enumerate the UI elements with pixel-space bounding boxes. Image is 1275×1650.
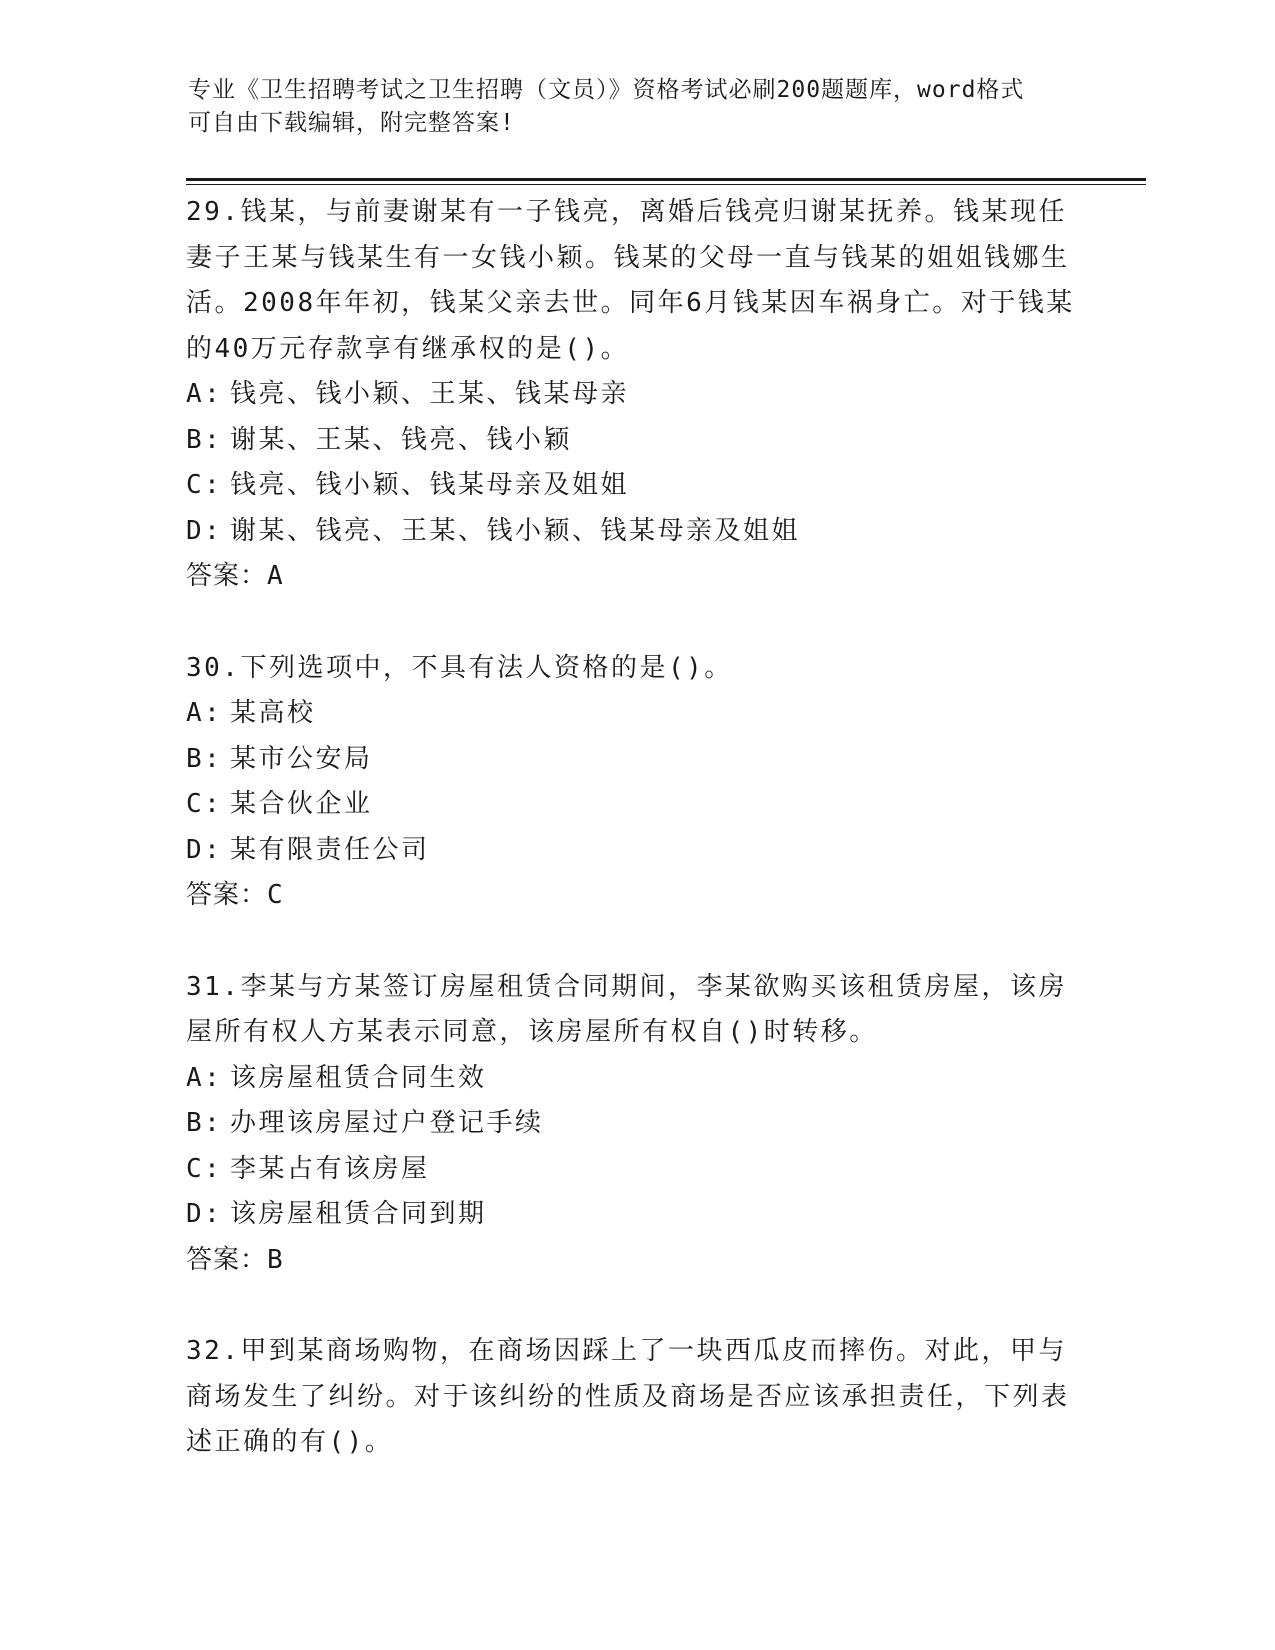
option-key: B: xyxy=(186,743,223,774)
option-key: D: xyxy=(186,834,223,865)
option-key: C: xyxy=(186,470,223,500)
option-key: B: xyxy=(186,1108,223,1138)
option-key: B: xyxy=(186,424,223,455)
header-line-2: 可自由下载编辑，附完整答案! xyxy=(188,110,515,136)
option-d xyxy=(186,828,1086,874)
option-c xyxy=(186,463,1086,509)
option-d xyxy=(186,1192,1086,1238)
answer-label: 答案： xyxy=(186,1244,268,1275)
option-text: 该房屋租赁合同到期 xyxy=(230,1199,487,1229)
answer-value: A xyxy=(267,561,284,591)
option-text: 某高校 xyxy=(230,698,316,728)
option-key: C: xyxy=(186,1153,223,1184)
option-text: 办理该房屋过户登记手续 xyxy=(230,1108,544,1138)
option-b xyxy=(186,418,1086,464)
option-text: 某市公安局 xyxy=(230,743,373,774)
option-text: 李某占有该房屋 xyxy=(230,1153,430,1184)
answer-label: 答案： xyxy=(186,561,268,591)
option-c xyxy=(186,782,1086,828)
option-text: 钱亮、钱小颖、钱某母亲及姐姐 xyxy=(230,470,630,500)
question-29 xyxy=(186,190,1086,600)
option-text: 钱亮、钱小颖、王某、钱某母亲 xyxy=(230,379,630,409)
option-key: C: xyxy=(186,789,223,819)
header-divider-thin xyxy=(186,184,1146,185)
question-32 xyxy=(186,1329,1086,1466)
option-a xyxy=(186,691,1086,737)
answer-value: C xyxy=(267,880,284,910)
question-31 xyxy=(186,965,1086,1284)
document-header xyxy=(188,74,1088,140)
answer-value: B xyxy=(267,1244,284,1275)
option-key: D: xyxy=(186,1199,223,1229)
header-line-1: 专业《卫生招聘考试之卫生招聘（文员）》资格考试必刷200题题库，word格式 xyxy=(188,77,1025,103)
option-b xyxy=(186,1101,1086,1147)
answer xyxy=(186,1238,1086,1284)
question-30 xyxy=(186,646,1086,919)
question-stem: 32.甲到某商场购物，在商场因踩上了一块西瓜皮而摔伤。对此，甲与商场发生了纠纷。对于该纠纷的性质及商场是否应该承担责任，下列表述正确的有()。 xyxy=(186,1336,1070,1457)
answer-label: 答案： xyxy=(186,880,268,910)
option-a xyxy=(186,1056,1086,1102)
option-text: 某合伙企业 xyxy=(230,789,373,819)
option-d xyxy=(186,509,1086,555)
question-stem: 31.李某与方某签订房屋租赁合同期间，李某欲购买该租赁房屋，该房屋所有权人方某表示同意，该房屋所有权自()时转移。 xyxy=(186,971,1067,1047)
question-stem: 30.下列选项中，不具有法人资格的是()。 xyxy=(186,652,733,683)
option-text: 谢某、王某、钱亮、钱小颖 xyxy=(230,424,573,455)
option-c xyxy=(186,1147,1086,1193)
option-text: 某有限责任公司 xyxy=(230,834,430,865)
option-key: A: xyxy=(186,1062,223,1093)
option-a xyxy=(186,372,1086,418)
answer xyxy=(186,873,1086,919)
option-text: 该房屋租赁合同生效 xyxy=(230,1062,487,1093)
question-list xyxy=(186,190,1086,1512)
option-key: A: xyxy=(186,698,223,728)
option-key: A: xyxy=(186,379,223,409)
header-divider-thick xyxy=(186,178,1146,181)
option-key: D: xyxy=(186,515,223,546)
option-b xyxy=(186,737,1086,783)
question-stem: 29.钱某，与前妻谢某有一子钱亮，离婚后钱亮归谢某抚养。钱某现任妻子王某与钱某生有一女钱小颖。钱某的父母一直与钱某的姐姐钱娜生活。2008年年初，钱某父亲去世。同年6月钱某因车祸身亡。对于钱某的40万元存款享有继承权的是()。 xyxy=(186,197,1075,364)
option-text: 谢某、钱亮、王某、钱小颖、钱某母亲及姐姐 xyxy=(230,515,801,546)
answer xyxy=(186,554,1086,600)
